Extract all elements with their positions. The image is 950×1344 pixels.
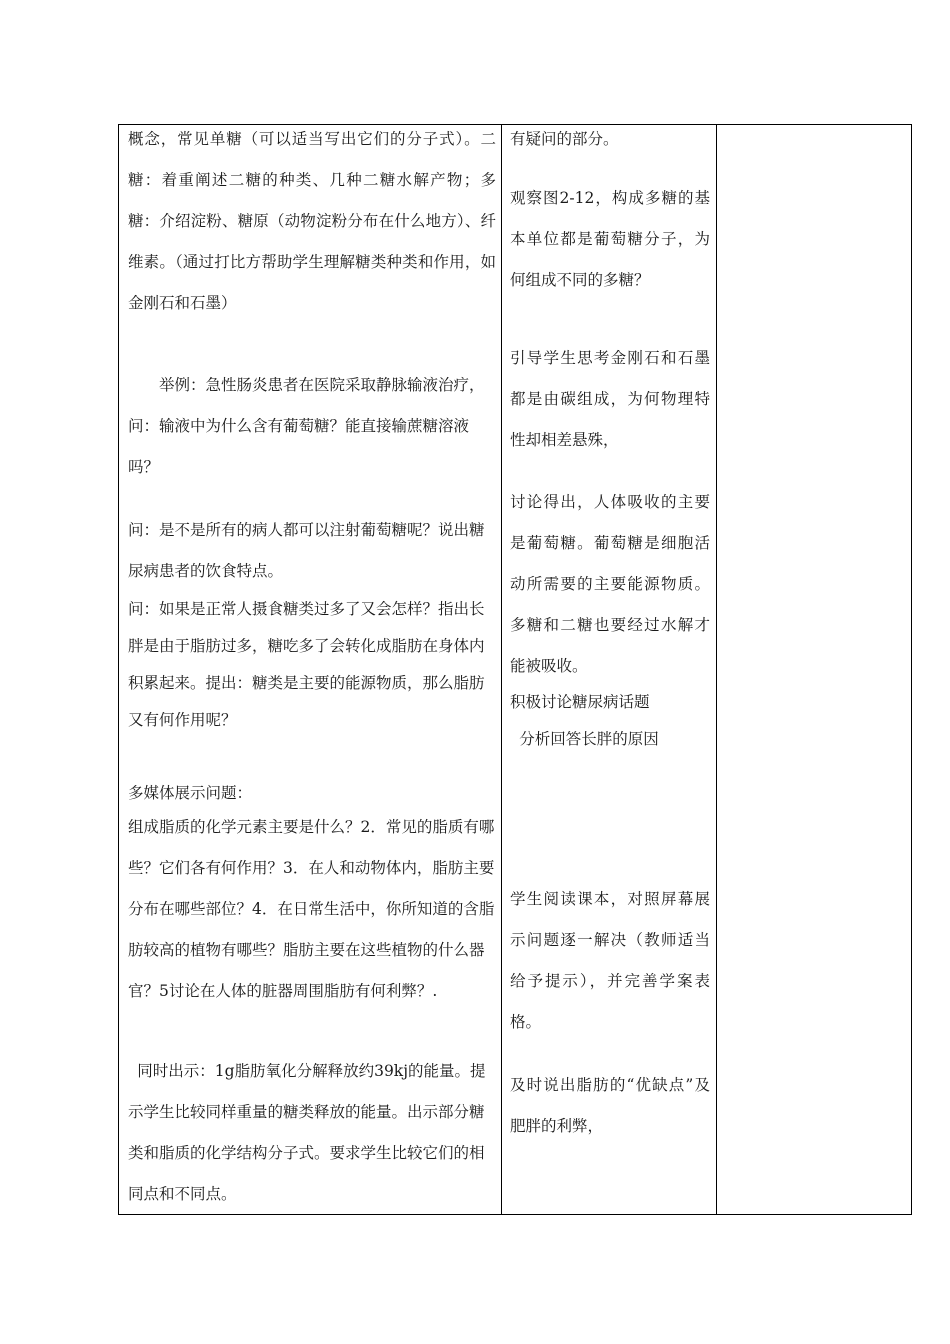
student-note-2: 观察图2-12，构成多糖的基本单位都是葡萄糖分子，为何组成不同的多糖？: [510, 189, 710, 289]
student-note-4: 讨论得出，人体吸收的主要是葡萄糖。葡萄糖是细胞活动所需要的主要能源物质。多糖和二糖也要经过水解才能被吸收。: [510, 493, 710, 675]
column-divider-1: [501, 125, 502, 1214]
multimedia-questions: 组成脂质的化学元素主要是什么？2．常见的脂质有哪些？它们各有何作用？3．在人和动物体内，脂肪主要分布在哪些部位？4．在日常生活中，你所知道的含脂肪较高的植物有哪些？脂肪主要在这些植物的什么器官？5讨论在人体的脏器周围脂肪有何利弊？.: [128, 818, 495, 1000]
energy-comparison-paragraph: 同时出示：1g脂肪氧化分解释放约39kj的能量。提示学生比较同样重量的糖类释放的能量。出示部分糖类和脂质的化学结构分子式。要求学生比较它们的相同点和不同点。: [128, 1062, 486, 1203]
student-note-8: 及时说出脂肪的“优缺点”及肥胖的利弊，: [510, 1076, 710, 1135]
diabetes-question: 问：是不是所有的病人都可以注射葡萄糖呢？说出糖尿病患者的饮食特点。: [128, 521, 485, 580]
overeating-question: 问：如果是正常人摄食糖类过多了又会怎样？指出长胖是由于脂肪过多，糖吃多了会转化成脂肪在身体内积累起来。提出：糖类是主要的能源物质，那么脂肪又有何作用呢？: [128, 600, 485, 729]
student-note-6: 分析回答长胖的原因: [519, 730, 659, 748]
student-note-5: 积极讨论糖尿病话题: [510, 693, 650, 711]
student-note-7: 学生阅读课本，对照屏幕展示问题逐一解决（教师适当给予提示），并完善学案表格。: [510, 890, 710, 1031]
example-paragraph: 举例：急性肠炎患者在医院采取静脉输液治疗，问：输液中为什么含有葡萄糖？能直接输蔗糖溶液吗？: [128, 376, 485, 476]
multimedia-title: 多媒体展示问题：: [128, 784, 253, 802]
student-note-3: 引导学生思考金刚石和石墨都是由碳组成，为何物理特性却相差悬殊，: [510, 349, 710, 449]
sugar-types-paragraph: 概念，常见单糖（可以适当写出它们的分子式）。二糖：着重阐述二糖的种类、几种二糖水解产物；多糖：介绍淀粉、糖原（动物淀粉分布在什么地方）、纤维素。（通过打比方帮助学生理解糖类种类和作用，如金刚石和石墨）: [128, 130, 496, 312]
design-intent-column: [717, 125, 912, 1214]
lesson-plan-table: [118, 124, 912, 1215]
student-note-1: 有疑问的部分。: [510, 130, 619, 148]
